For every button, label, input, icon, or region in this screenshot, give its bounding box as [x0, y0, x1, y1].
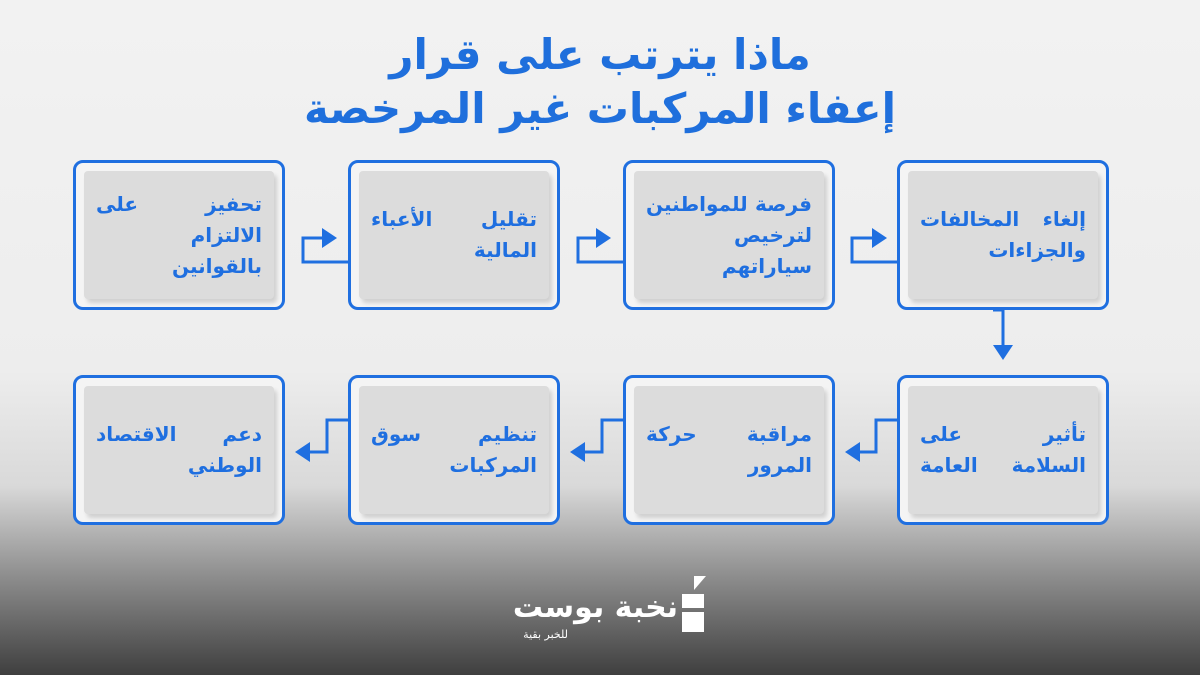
title-line-2: إعفاء المركبات غير المرخصة	[304, 84, 896, 133]
arrow-head-icon	[993, 345, 1013, 360]
step-6-line-2: المرور	[747, 453, 812, 477]
step-5-line-2: السلامة العامة	[920, 453, 1086, 477]
brand-logo	[488, 576, 708, 646]
step-5-line-1: تأثير على	[920, 422, 1086, 446]
step-1-line-2: والجزاءات	[988, 238, 1086, 262]
step-8-line-1: دعم الاقتصاد	[96, 422, 262, 446]
step-7-line-1: تنظيم سوق	[371, 422, 537, 446]
step-4-line-1: تحفيز على	[96, 191, 262, 216]
arrow-4-5	[993, 310, 1003, 345]
step-8-line-2: الوطني	[187, 453, 262, 477]
arrow-head-icon	[845, 442, 860, 462]
step-6-line-1: مراقبة حركة	[646, 422, 812, 446]
logo-tagline: للخبر بقية	[523, 628, 568, 641]
step-2-line-2: لترخيص سياراتهم	[721, 222, 812, 278]
arrow-head-icon	[570, 442, 585, 462]
arrow-6-7	[585, 420, 623, 452]
step-2-line-1: فرصة للمواطنين	[646, 191, 812, 216]
arrow-head-icon	[322, 228, 337, 248]
logo-mark-icon	[680, 576, 708, 634]
title-line-1: ماذا يترتب على قرار	[389, 30, 811, 79]
arrow-head-icon	[596, 228, 611, 248]
logo-brand-name: نخبة بوست	[512, 590, 678, 625]
arrow-head-icon	[872, 228, 887, 248]
step-3-line-1: تقليل الأعباء	[371, 207, 537, 231]
step-3-line-2: المالية	[473, 238, 537, 262]
arrow-7-8	[310, 420, 348, 452]
step-4-line-2: الالتزام بالقوانين	[172, 222, 262, 278]
step-1-line-1: إلغاء المخالفات	[920, 207, 1086, 231]
arrow-5-6	[860, 420, 897, 452]
step-7-line-2: المركبات	[449, 453, 537, 477]
arrow-head-icon	[295, 442, 310, 462]
